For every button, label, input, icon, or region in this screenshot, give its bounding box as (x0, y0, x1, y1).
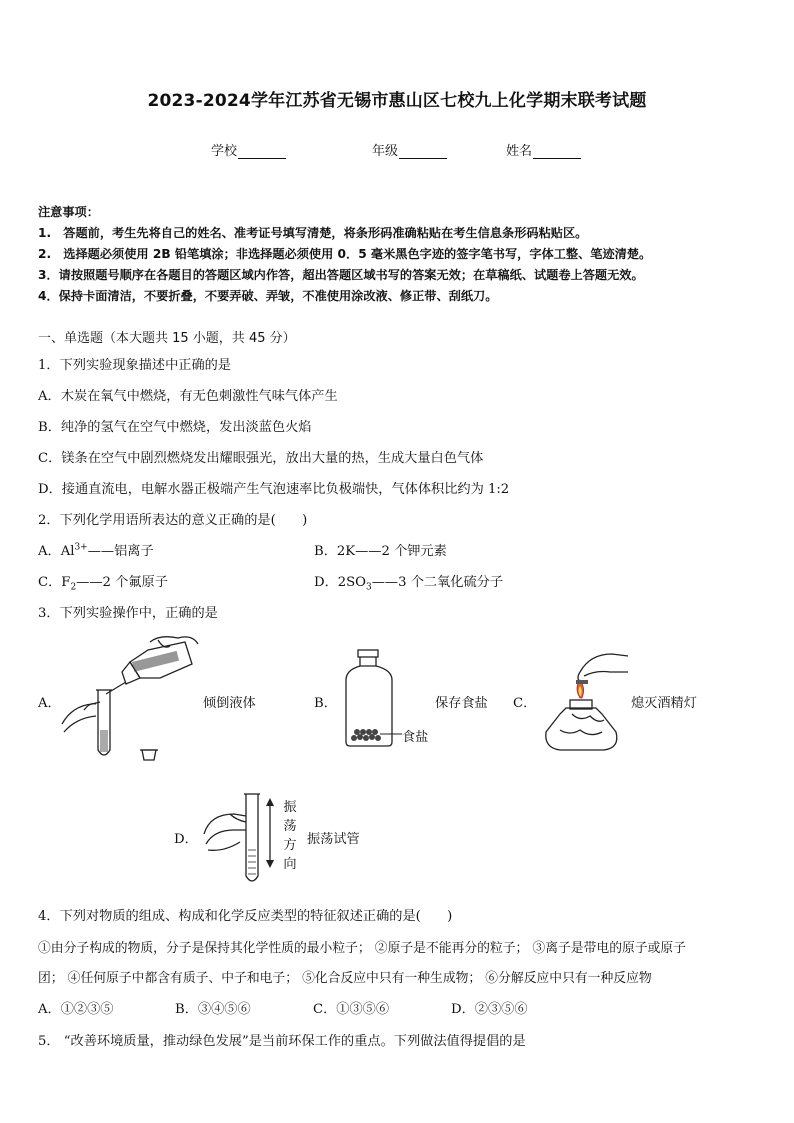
name-blank[interactable] (533, 144, 581, 159)
q4-option-c: C．①③⑤⑥ (313, 1002, 390, 1017)
q3-c-caption: 熄灭酒精灯 (631, 696, 697, 711)
notice-item-3: 3．请按照题号顺序在各题目的答题区域内作答，超出答题区域书写的答案无效；在草稿纸、试题卷上答题无效。 (38, 268, 644, 282)
q1-option-b: B．纯净的氢气在空气中燃烧，发出淡蓝色火焰 (38, 420, 312, 435)
name-field[interactable] (506, 140, 581, 159)
q2-stem: 2．下列化学用语所表达的意义正确的是( ) (38, 513, 308, 528)
alcohol-lamp-figure (540, 650, 630, 755)
q3-a-caption: 倾倒液体 (203, 696, 256, 711)
page-title: 2023-2024学年江苏省无锡市惠山区七校九上化学期末联考试题 (147, 91, 647, 111)
q4-stem: 4．下列对物质的组成、构成和化学反应类型的特征叙述正确的是( ) (38, 909, 453, 924)
shake-direction-label: 振 荡 方 向 (283, 800, 297, 872)
school-field[interactable] (211, 140, 286, 159)
q1-option-d: D．接通直流电，电解水器正极端产生气泡速率比负极端快，气体体积比约为 1:2 (38, 482, 510, 497)
grade-label: 年级 (372, 144, 399, 159)
q3-b-pointer: 食盐 (402, 730, 429, 745)
q1-stem: 1．下列实验现象描述中正确的是 (38, 358, 232, 373)
notice-item-2: 2. 选择题必须使用 2B 铅笔填涂；非选择题必须使用 0．5 毫米黑色字迹的签字笔书写，字体工整、笔迹清楚。 (38, 247, 652, 261)
shake-test-tube-figure (200, 790, 280, 886)
q3-b-letter: B． (314, 696, 337, 711)
q3-stem: 3．下列实验操作中，正确的是 (38, 606, 218, 621)
q3-b-caption: 保存食盐 (435, 696, 488, 711)
q1-option-c: C．镁条在空气中剧烈燃烧发出耀眼强光，放出大量的热，生成大量白色气体 (38, 451, 484, 466)
q3-d-caption: 振荡试管 (307, 832, 360, 847)
q4-option-b: B．③④⑤⑥ (175, 1002, 251, 1017)
q1-option-a: A．木炭在氧气中燃烧，有无色刺激性气味气体产生 (38, 389, 338, 404)
q3-a-letter: A． (38, 696, 61, 711)
q4-line-1: ①由分子构成的物质，分子是保持其化学性质的最小粒子； ②原子是不能再分的粒子； ③离子是带电的原子或原子 (38, 941, 686, 956)
q3-c-letter: C． (513, 696, 537, 711)
pour-liquid-figure (60, 632, 200, 767)
q4-line-2: 团； ④任何原子中都含有质子、中子和电子； ⑤化合反应中只有一种生成物； ⑥分解反应中只有一种反应物 (38, 971, 652, 986)
q5-stem: 5． “改善环境质量，推动绿色发展”是当前环保工作的重点。下列做法值得提倡的是 (38, 1034, 526, 1049)
school-blank[interactable] (238, 144, 286, 159)
grade-blank[interactable] (399, 144, 447, 159)
q3-d-letter: D． (174, 832, 198, 847)
name-label: 姓名 (506, 144, 533, 159)
q4-option-d: D．②③⑤⑥ (451, 1002, 528, 1017)
notice-item-4: 4．保持卡面清洁，不要折叠，不要弄破、弄皱，不准使用涂改液、修正带、刮纸刀。 (38, 289, 498, 303)
grade-field[interactable] (372, 140, 447, 159)
notice-item-1: 1. 答题前，考生先将自己的姓名、准考证号填写清楚，将条形码准确粘贴在考生信息条形码粘贴区。 (38, 226, 588, 240)
reagent-bottle-figure (336, 648, 406, 750)
q2-option-c: C．$F_2——2$ 个氟原子 (38, 575, 168, 593)
q2-option-a: A．$Al^{3+}——$铝离子 (38, 542, 154, 559)
q2-option-b: B．2K——2 个钾元素 (314, 544, 447, 559)
school-label: 学校 (211, 144, 238, 159)
q2-option-d: D．$2SO_3——3$ 个二氧化硫分子 (314, 575, 504, 593)
notice-heading: 注意事项： (38, 205, 99, 219)
section-heading: 一、单选题（本大题共 15 小题，共 45 分） (38, 331, 296, 346)
q4-option-a: A．①②③⑤ (38, 1002, 114, 1017)
